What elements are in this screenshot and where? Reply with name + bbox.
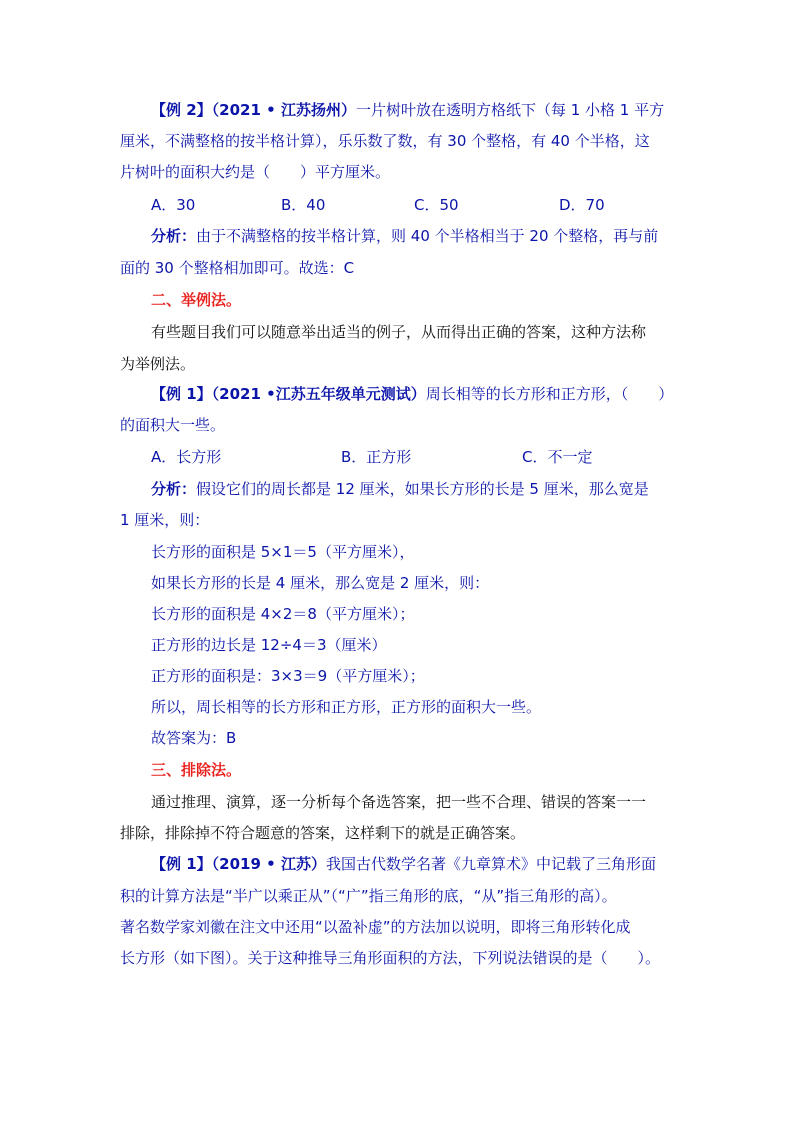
example-1-analysis-line-1 [151, 479, 649, 499]
example-tag: 【例 2】 [151, 101, 212, 119]
section-2-intro-line-1: 有些题目我们可以随意举出适当的例子，从而得出正确的答案，这种方法称 [151, 323, 647, 341]
option-a: A．30 [151, 196, 196, 214]
option-a: A．长方形 [151, 448, 222, 466]
section-2-heading: 二、举例法。 [151, 291, 242, 309]
section-3-heading: 三、排除法。 [151, 761, 242, 779]
example-tag: 【例 1】 [151, 855, 212, 873]
solution-step: 长方形的面积是 5×1＝5（平方厘米）， [151, 543, 415, 561]
option-b: B．正方形 [341, 448, 412, 466]
example-1-question-line-2: 的面积大一些。 [120, 416, 226, 434]
example-2-analysis-line-2: 面的 30 个整格相加即可。故选：C [120, 259, 355, 277]
option-d: D．70 [559, 196, 605, 214]
example-3-question-line-2: 积的计算方法是“半广以乘正从”（“广”指三角形的底，“从”指三角形的高）。 [120, 887, 617, 905]
example-1-analysis-line-2: 1 厘米，则： [120, 511, 210, 529]
section-2-intro-line-2: 为举例法。 [120, 355, 196, 373]
example-2-options [151, 195, 605, 215]
solution-step: 如果长方形的长是 4 厘米，那么宽是 2 厘米，则： [151, 574, 490, 592]
example-source: （2021 •江苏五年级单元测试） [211, 385, 426, 403]
example-1-options [151, 447, 592, 467]
example-2-question-line-1 [151, 100, 664, 120]
analysis-label: 分析： [151, 480, 197, 498]
analysis-label: 分析： [151, 227, 197, 245]
solution-step: 正方形的边长是 12÷4＝3（厘米） [151, 636, 387, 654]
solution-step: 正方形的面积是：3×3＝9（平方厘米）； [151, 667, 425, 685]
section-3-intro-line-1: 通过推理、演算，逐一分析每个备选答案，把一些不合理、错误的答案一一 [151, 793, 647, 811]
example-source: （2021 • 江苏扬州） [211, 101, 356, 119]
question-text: 周长相等的长方形和正方形，（ ） [425, 385, 674, 403]
example-3-question-line-4: 长方形（如下图）。关于这种推导三角形面积的方法，下列说法错误的是（ ）。 [120, 949, 661, 967]
example-tag: 【例 1】 [151, 385, 212, 403]
example-2-question-line-3: 片树叶的面积大约是（ ）平方厘米。 [120, 163, 391, 181]
option-c: C．50 [414, 196, 459, 214]
example-3-question-line-1 [151, 854, 656, 874]
example-3-question-line-3: 著名数学家刘徽在注文中还用“以盈补虚”的方法加以说明，即将三角形转化成 [120, 918, 631, 936]
question-text: 一片树叶放在透明方格纸下（每 1 小格 1 平方 [355, 101, 665, 119]
solution-step: 所以，周长相等的长方形和正方形，正方形的面积大一些。 [151, 698, 542, 716]
analysis-text: 假设它们的周长都是 12 厘米，如果长方形的长是 5 厘米，那么宽是 [196, 480, 649, 498]
section-3-intro-line-2: 排除，排除掉不符合题意的答案，这样剩下的就是正确答案。 [120, 824, 526, 842]
example-1-question-line-1 [151, 384, 673, 404]
example-2-analysis-line-1 [151, 226, 658, 246]
solution-step: 长方形的面积是 4×2＝8（平方厘米）； [151, 605, 415, 623]
answer-line: 故答案为：B [151, 729, 237, 747]
example-source: （2019 • 江苏） [211, 855, 326, 873]
option-c: C．不一定 [522, 448, 593, 466]
question-text: 我国古代数学名著《九章算术》中记载了三角形面 [325, 855, 656, 873]
option-b: B．40 [281, 196, 326, 214]
example-2-question-line-2: 厘米，不满整格的按半格计算），乐乐数了数，有 30 个整格，有 40 个半格，这 [120, 132, 650, 150]
analysis-text: 由于不满整格的按半格计算，则 40 个半格相当于 20 个整格，再与前 [196, 227, 659, 245]
